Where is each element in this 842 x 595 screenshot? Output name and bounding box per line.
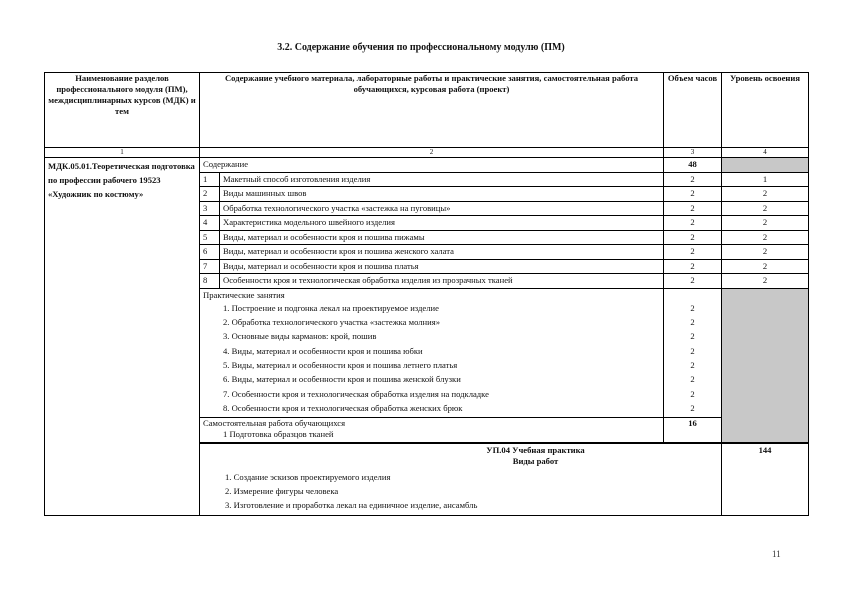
topic-hours: 2 (664, 259, 722, 274)
topic-level: 2 (722, 245, 809, 260)
topic-level: 2 (722, 259, 809, 274)
topic-hours: 2 (664, 201, 722, 216)
practical-hours-value: 2 (690, 302, 695, 313)
practical-item: 7. Особенности кроя и технологическая обработка изделия на подкладке (223, 388, 489, 399)
topic-level: 2 (722, 187, 809, 202)
topic-text: Характеристика модельного швейного изделия (220, 216, 664, 231)
table-header-row (45, 73, 809, 148)
page-title: 3.2. Содержание обучения по профессиональному модулю (ПМ) (277, 42, 565, 53)
practical-hours-value: 2 (690, 403, 695, 414)
topic-level: 2 (722, 230, 809, 245)
practical-item: 6. Виды, материал и особенности кроя и пошива женской блузки (223, 374, 461, 385)
topic-text: Особенности кроя и технологическая обработка изделия из прозрачных тканей (220, 274, 664, 289)
col-number: 1 (45, 148, 200, 158)
practical-hours-value: 2 (690, 331, 695, 342)
independent-item: 1 Подготовка образцов тканей (223, 428, 334, 439)
section-name: МДК.05.01.Теоретическая подготовка по профессии рабочего 19523 «Художник по костюму» (45, 158, 200, 516)
practical-hours-value: 2 (690, 316, 695, 327)
topic-hours: 2 (664, 245, 722, 260)
topic-hours: 2 (664, 172, 722, 187)
topic-number: 1 (200, 172, 220, 187)
topic-hours: 2 (664, 187, 722, 202)
page-number: 11 (772, 549, 781, 559)
topic-number: 3 (200, 201, 220, 216)
topic-text: Виды, материал и особенности кроя и пошива платья (220, 259, 664, 274)
practice-block (200, 443, 722, 516)
header-level: Уровень освоения (722, 73, 809, 148)
topic-text: Макетный способ изготовления изделия (220, 172, 664, 187)
topic-number: 2 (200, 187, 220, 202)
gray-cell (722, 288, 809, 443)
practical-label: Практические занятия (203, 289, 285, 300)
header-sections: Наименование разделов профессионального модуля (ПМ), междисциплинарных курсов (МДК) и тем (45, 73, 200, 148)
topic-number: 5 (200, 230, 220, 245)
topic-text: Виды машинных швов (220, 187, 664, 202)
practice-item: 3. Изготовление и проработка лекал на единичное изделие, ансамбль (225, 500, 478, 511)
practice-list (203, 470, 718, 513)
topic-hours: 2 (664, 216, 722, 231)
practical-item: 4. Виды, материал и особенности кроя и пошива юбки (223, 345, 423, 356)
practical-hours-value: 2 (690, 345, 695, 356)
practical-item: 3. Основные виды карманов: крой, пошив (223, 331, 377, 342)
practice-item: 2. Измерение фигуры человека (225, 486, 339, 497)
content-label-row (45, 158, 809, 173)
practical-hours-value: 2 (690, 374, 695, 385)
topic-level: 2 (722, 274, 809, 289)
practice-item: 1. Создание эскизов проектируемого изделия (225, 471, 391, 482)
independent-label: Самостоятельная работа обучающихся (203, 417, 346, 428)
independent-block (200, 417, 664, 443)
practical-item: 8. Особенности кроя и технологическая обработка женских брюк (223, 403, 463, 414)
independent-hours: 16 (664, 417, 722, 443)
topic-hours: 2 (664, 230, 722, 245)
col-number: 2 (200, 148, 664, 158)
practice-hours: 144 (722, 443, 809, 516)
practice-subtitle: Виды работ (512, 455, 559, 466)
topic-number: 6 (200, 245, 220, 260)
topic-number: 7 (200, 259, 220, 274)
col-number: 4 (722, 148, 809, 158)
practical-list (203, 301, 660, 416)
practice-title: УП.04 Учебная практика (486, 444, 585, 455)
topic-text: Обработка технологического участка «застежка на пуговицы» (220, 201, 664, 216)
practical-block (200, 288, 664, 417)
gray-cell (722, 158, 809, 173)
practical-hours-value: 2 (690, 360, 695, 371)
topic-level: 1 (722, 172, 809, 187)
topic-text: Виды, материал и особенности кроя и пошива женского халата (220, 245, 664, 260)
header-hours: Объем часов (664, 73, 722, 148)
col-number: 3 (664, 148, 722, 158)
content-hours: 48 (664, 158, 722, 173)
topic-number: 4 (200, 216, 220, 231)
topic-text: Виды, материал и особенности кроя и пошива пижамы (220, 230, 664, 245)
practical-hours (664, 288, 722, 417)
practical-hours-value: 2 (690, 388, 695, 399)
header-content: Содержание учебного материала, лабораторные работы и практические занятия, самостоятельная работа обучающихся, курсовая работа (проект) (200, 73, 664, 148)
topic-level: 2 (722, 201, 809, 216)
topic-number: 8 (200, 274, 220, 289)
content-label: Содержание (200, 158, 664, 173)
topic-hours: 2 (664, 274, 722, 289)
practical-item: 2. Обработка технологического участка «застежка молния» (223, 316, 441, 327)
practical-item: 1. Построение и подгонка лекал на проектируемое изделие (223, 302, 439, 313)
curriculum-table (44, 72, 809, 516)
topic-level: 2 (722, 216, 809, 231)
practical-item: 5. Виды, материал и особенности кроя и пошива летнего платья (223, 360, 458, 371)
column-number-row (45, 148, 809, 158)
